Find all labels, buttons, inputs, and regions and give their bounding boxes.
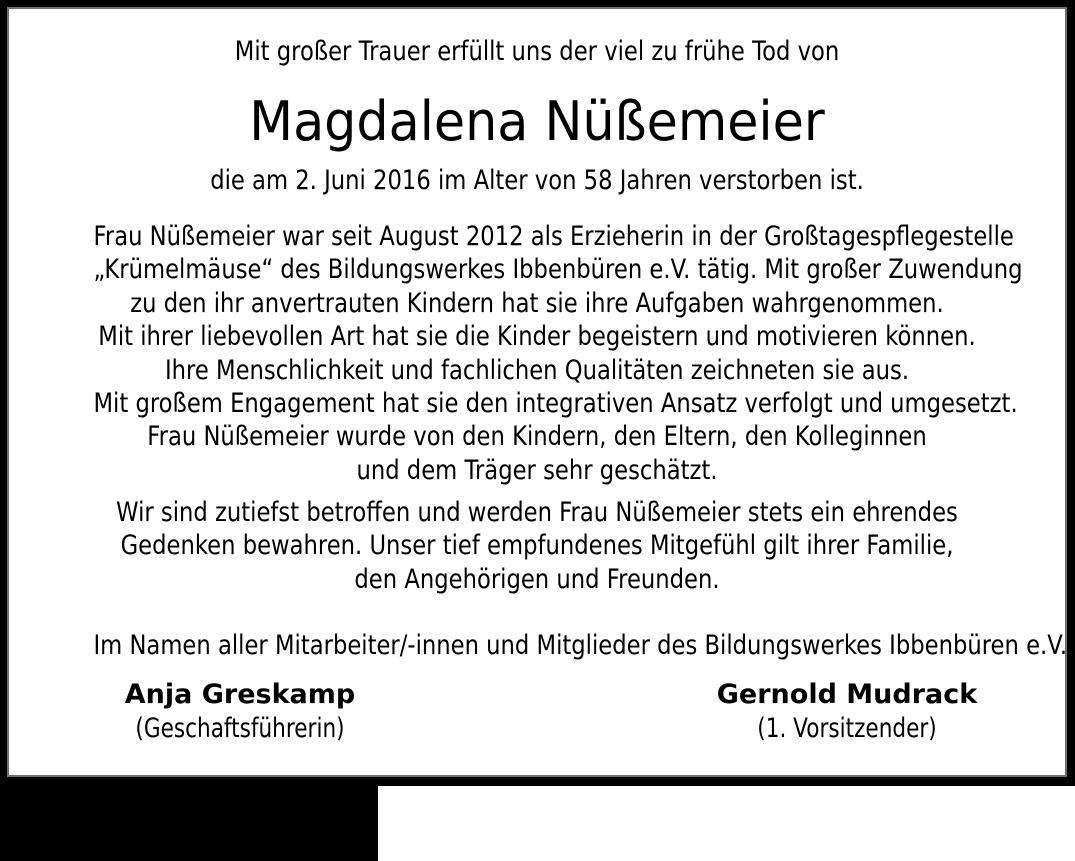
obituary-card [7,7,1067,777]
signatory-role: (1. Vorsitzender) [757,713,937,744]
signature-block-right [697,678,997,746]
signatory-name: Gernold Mudrack [716,679,978,710]
death-date-line: die am 2. Juni 2016 im Alter von 58 Jahren verstorben ist. [210,165,864,196]
tribute-line: „Krümelmäuse“ des Bildungswerkes Ibbenbüren e.V. tätig. Mit großer Zuwendung [93,254,1023,286]
tribute-line: Ihre Menschlichkeit und fachlichen Qualitäten zeichneten sie aus. [164,354,910,386]
closing-line: Im Namen aller Mitarbeiter/-innen und Mitglieder des Bildungswerkes Ibbenbüren e.V. [93,630,1068,661]
tribute-line: Mit großem Engagement hat sie den integrativen Ansatz verfolgt und umgesetzt. [93,388,1018,420]
signatory-name: Anja Greskamp [124,679,356,710]
tribute-paragraph [93,220,1023,487]
deceased-name: Magdalena Nüßemeier [249,90,825,153]
tribute-line: Mit ihrer liebevollen Art hat sie die Kinder begeistern und motivieren können. [98,321,976,353]
signature-block-left [90,678,390,746]
adjacent-clipping [378,786,1075,861]
condolence-line: den Angehörigen und Freunden. [354,563,720,595]
condolence-line: Wir sind zutiefst betroffen und werden Frau Nüßemeier stets ein ehrendes [116,497,958,528]
tribute-line: zu den ihr anvertrauten Kindern hat sie ihre Aufgaben wahrgenommen. [130,287,944,319]
condolence-paragraph [93,496,980,596]
tribute-line: und dem Träger sehr geschätzt. [356,454,718,486]
condolence-line: Gedenken bewahren. Unser tief empfundenes Mitgefühl gilt ihrer Familie, [120,530,954,562]
tribute-line: Frau Nüßemeier wurde von den Kindern, den Eltern, den Kolleginnen [147,421,927,453]
tribute-line: Frau Nüßemeier war seit August 2012 als Erzieherin in der Großtagespflegestelle [93,221,1014,252]
intro-line: Mit großer Trauer erfüllt uns der viel zu frühe Tod von [234,36,840,67]
signatory-role: (Geschaftsführerin) [135,713,345,744]
